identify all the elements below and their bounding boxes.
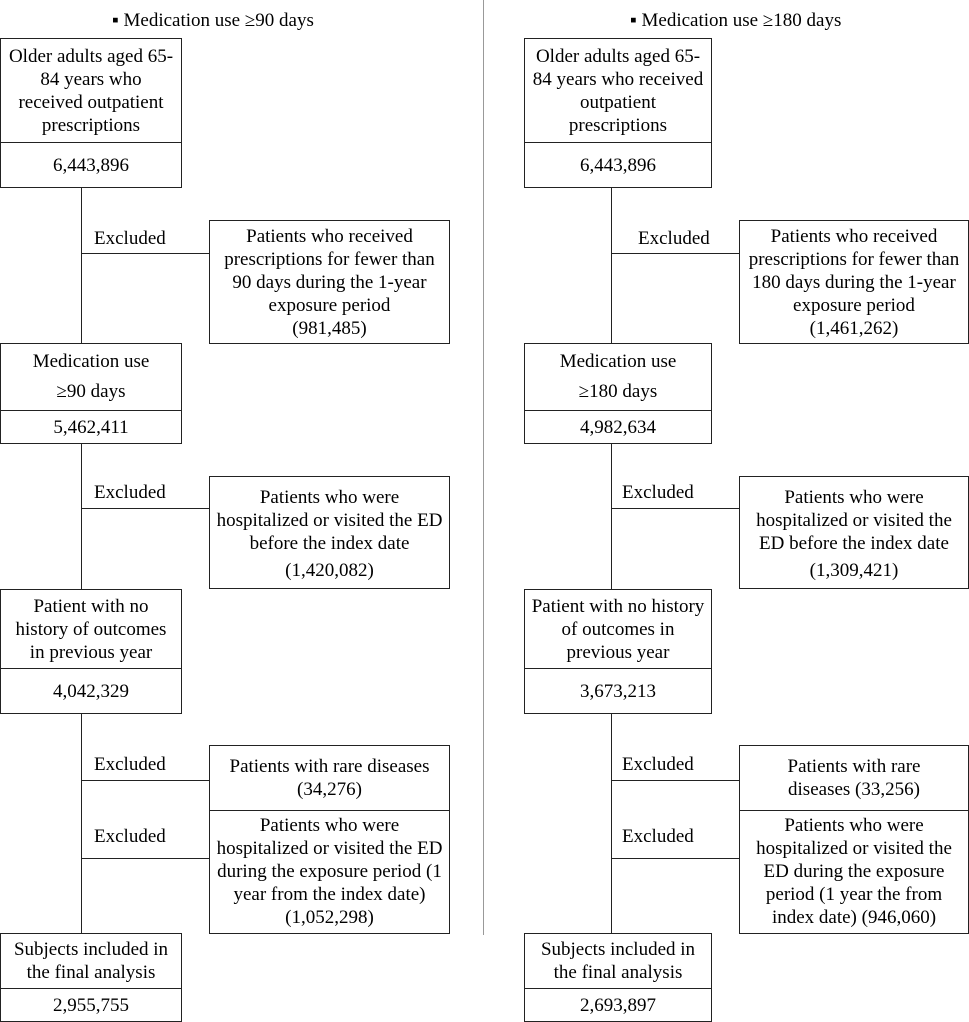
start-label: Older adults aged 65-84 years who received outpatient prescriptions xyxy=(532,45,704,136)
excluded-label: Excluded xyxy=(622,482,694,503)
connector xyxy=(81,508,209,509)
column-title-left: ▪ Medication use ≥90 days xyxy=(112,10,314,31)
connector xyxy=(81,444,82,589)
no-history-box xyxy=(0,589,182,714)
exclusion-box-prior-hospitalization xyxy=(209,476,450,589)
excluded-label: Excluded xyxy=(622,754,694,775)
exclusion-count: (1,461,262) xyxy=(809,317,899,339)
connector xyxy=(611,444,612,589)
exclusion-exposure-hospitalization: Patients who were hospitalized or visited the ED during the exposure period (1 year from the index date) (1,052,298) xyxy=(210,810,449,933)
no-history-label: Patient with no history of outcomes in previous year xyxy=(15,595,167,663)
connector xyxy=(611,714,612,933)
no-history-count: 3,673,213 xyxy=(525,668,711,713)
exclusion-exposure-hospitalization: Patients who were hospitalized or visited the ED during the exposure period (1 year the from index date) (946,060) xyxy=(740,810,968,933)
no-history-count: 4,042,329 xyxy=(1,668,181,713)
exclusion-text: Patients who received prescriptions for fewer than 90 days during the 1-year exposure period xyxy=(224,226,435,316)
medication-use-threshold: ≥180 days xyxy=(578,380,658,402)
connector xyxy=(81,780,209,781)
connector xyxy=(81,714,82,933)
start-count: 6,443,896 xyxy=(1,142,181,187)
connector xyxy=(611,858,739,859)
connector xyxy=(611,188,612,343)
final-analysis-label: Subjects included in the final analysis xyxy=(540,939,696,983)
medication-use-count: 4,982,634 xyxy=(525,410,711,443)
final-analysis-label: Subjects included in the final analysis xyxy=(13,939,169,983)
connector xyxy=(81,188,82,343)
connector xyxy=(611,780,739,781)
final-analysis-box xyxy=(524,933,712,1022)
medication-use-box xyxy=(0,343,182,444)
exclusion-count: (981,485) xyxy=(292,317,367,339)
medication-use-box xyxy=(524,343,712,444)
final-analysis-count: 2,693,897 xyxy=(525,988,711,1021)
exclusion-rare-diseases: Patients with rare diseases (34,276) xyxy=(229,756,430,800)
medication-use-count: 5,462,411 xyxy=(1,410,181,443)
start-label: Older adults aged 65-84 years who received outpatient prescriptions xyxy=(8,45,174,136)
start-box xyxy=(0,38,182,188)
medication-use-threshold: ≥90 days xyxy=(56,380,126,402)
final-analysis-count: 2,955,755 xyxy=(1,988,181,1021)
final-analysis-box xyxy=(0,933,182,1022)
excluded-label: Excluded xyxy=(94,754,166,775)
connector xyxy=(611,508,739,509)
exclusion-box-short-prescription xyxy=(739,220,969,344)
column-separator xyxy=(483,0,484,935)
no-history-label: Patient with no history of outcomes in previous year xyxy=(531,595,705,663)
exclusion-text: Patients who were hospitalized or visited the ED before the index date xyxy=(216,486,443,554)
start-box xyxy=(524,38,712,188)
excluded-label: Excluded xyxy=(94,228,166,249)
connector xyxy=(81,253,209,254)
no-history-box xyxy=(524,589,712,714)
column-title-right: ▪ Medication use ≥180 days xyxy=(630,10,842,31)
excluded-label: Excluded xyxy=(638,228,710,249)
connector xyxy=(81,858,209,859)
excluded-label: Excluded xyxy=(94,482,166,503)
connector xyxy=(611,253,739,254)
exclusion-text: Patients who received prescriptions for fewer than 180 days during the 1-year exposure period xyxy=(748,226,960,316)
exclusion-rare-diseases: Patients with rare diseases (33,256) xyxy=(787,756,921,800)
exclusion-text: Patients who were hospitalized or visited the ED before the index date xyxy=(756,486,952,554)
exclusion-count: (1,309,421) xyxy=(809,559,899,581)
exclusion-count: (1,420,082) xyxy=(285,559,374,581)
exclusion-box-group xyxy=(209,745,450,934)
excluded-label: Excluded xyxy=(622,826,694,847)
medication-use-label: Medication use xyxy=(559,350,677,372)
excluded-label: Excluded xyxy=(94,826,166,847)
exclusion-box-group xyxy=(739,745,969,934)
exclusion-box-prior-hospitalization xyxy=(739,476,969,589)
start-count: 6,443,896 xyxy=(525,142,711,187)
exclusion-box-short-prescription xyxy=(209,220,450,344)
medication-use-label: Medication use xyxy=(32,350,150,372)
